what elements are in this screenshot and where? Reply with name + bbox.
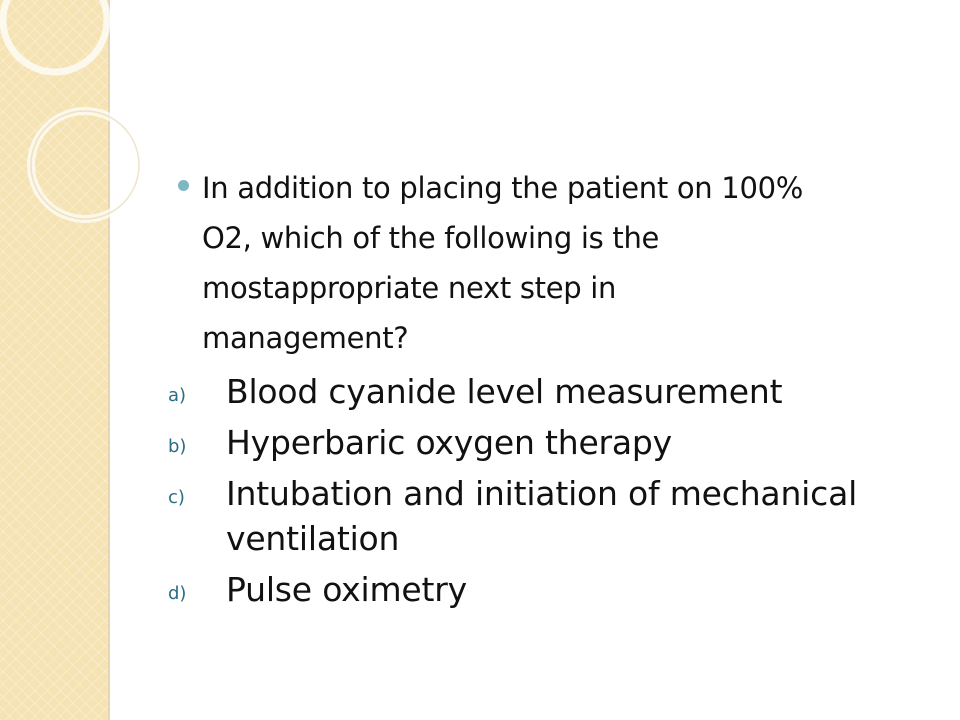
decorative-rings-icon xyxy=(0,0,160,260)
option-b-marker: b) xyxy=(168,436,187,457)
question-line-1: In addition to placing the patient on 100% xyxy=(202,171,804,205)
option-d-marker: d) xyxy=(168,583,187,604)
option-a-marker: a) xyxy=(168,385,187,406)
question-line-4: management? xyxy=(202,321,409,355)
option-a-text: Blood cyanide level measurement xyxy=(226,372,783,411)
question-line-2: O2, which of the following is the xyxy=(202,221,660,255)
slide-content xyxy=(168,163,918,618)
option-d xyxy=(168,567,918,612)
option-c-marker: c) xyxy=(168,487,185,508)
option-b xyxy=(168,420,918,465)
bullet-dot-icon xyxy=(178,180,189,191)
question-bullet xyxy=(178,163,918,363)
option-d-text: Pulse oximetry xyxy=(226,570,467,609)
option-c xyxy=(168,471,918,561)
option-c-text-line-2: ventilation xyxy=(226,519,400,558)
option-c-text-line-1: Intubation and initiation of mechanical xyxy=(226,474,858,513)
question-line-3: mostappropriate next step in xyxy=(202,271,617,305)
option-a xyxy=(168,369,918,414)
option-b-text: Hyperbaric oxygen therapy xyxy=(226,423,673,462)
